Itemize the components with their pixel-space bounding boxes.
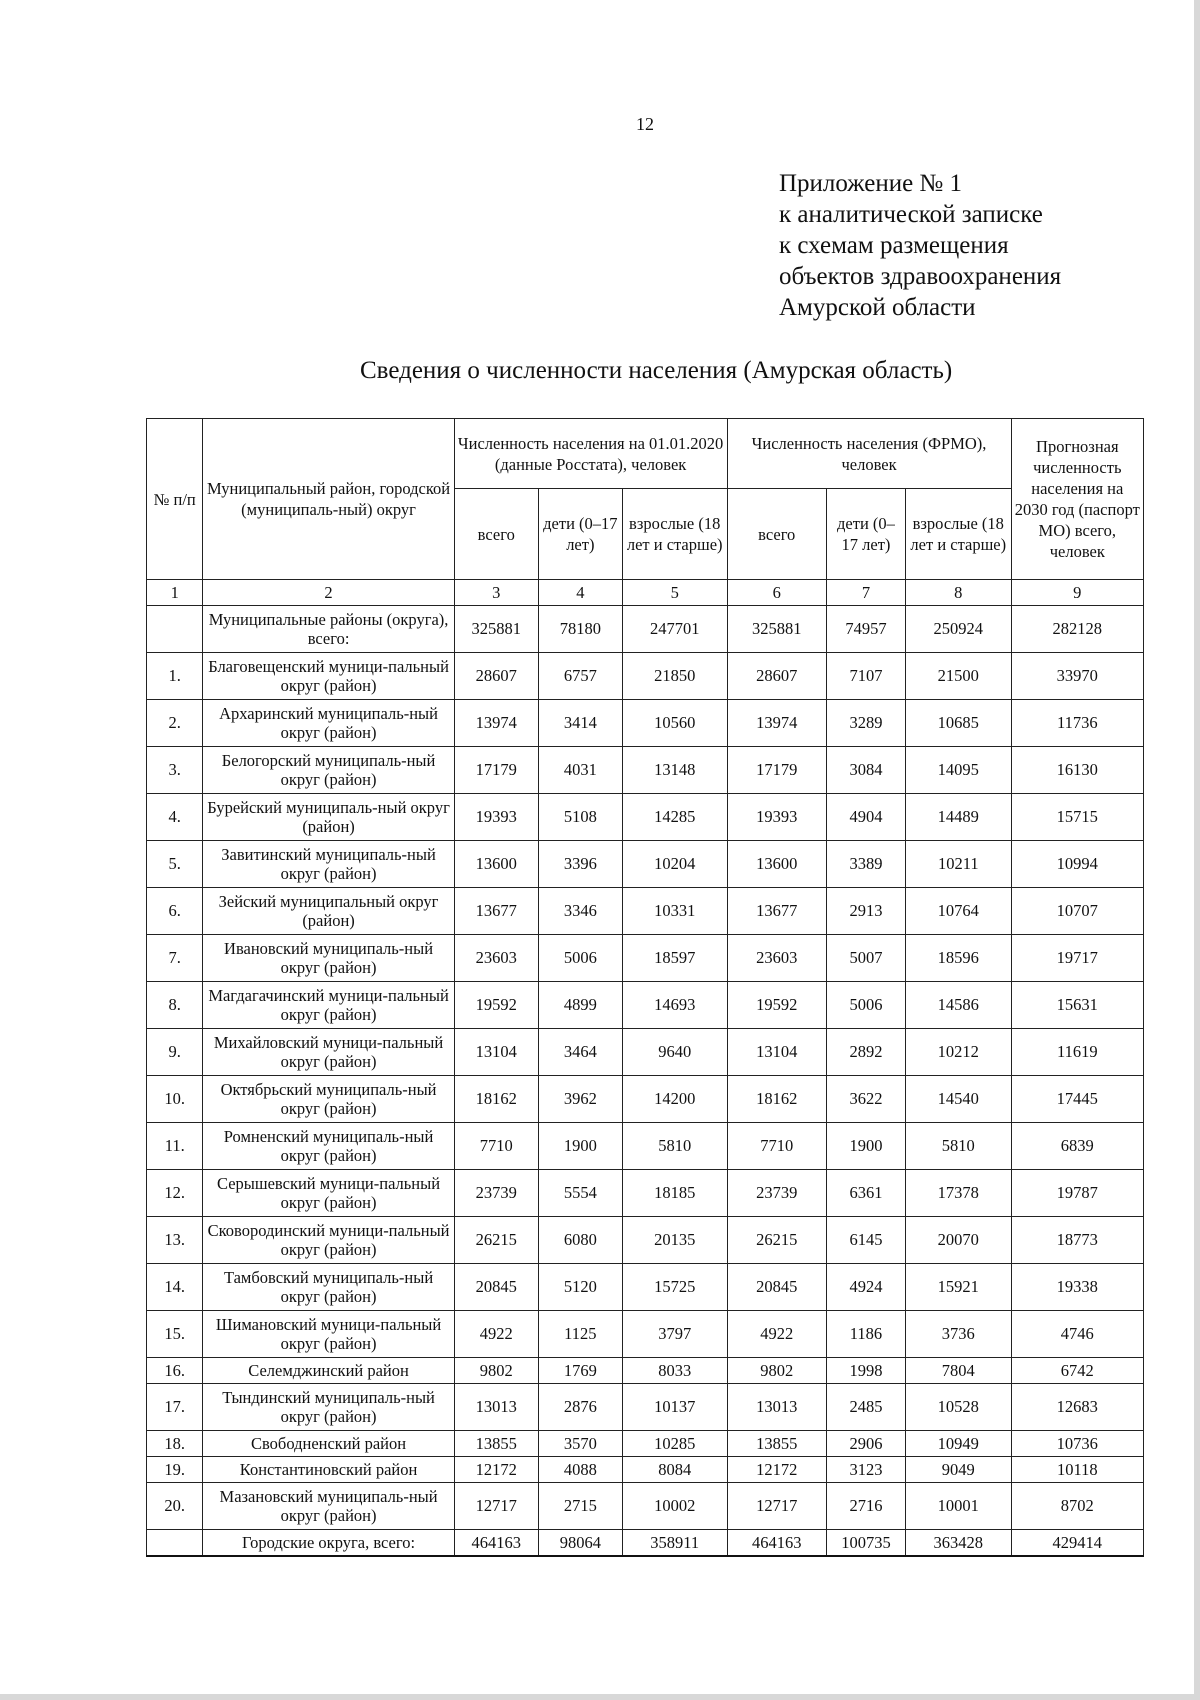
row-number: 19.	[147, 1457, 203, 1483]
table-cell: 18597	[622, 935, 727, 982]
table-cell: 14693	[622, 982, 727, 1029]
row-number: 1.	[147, 653, 203, 700]
table-cell: 100735	[826, 1530, 905, 1557]
district-name: Октябрьский муниципаль-ный округ (район)	[203, 1076, 454, 1123]
table-cell: 20070	[905, 1217, 1011, 1264]
table-cell: 325881	[727, 606, 826, 653]
district-name: Ромненский муниципаль-ный округ (район)	[203, 1123, 454, 1170]
table-cell: 10212	[905, 1029, 1011, 1076]
table-cell: 3123	[826, 1457, 905, 1483]
row-number: 17.	[147, 1384, 203, 1431]
table-cell: 12717	[727, 1483, 826, 1530]
appendix-note	[779, 168, 1061, 323]
table-cell: 5006	[538, 935, 622, 982]
table-cell: 5007	[826, 935, 905, 982]
population-table	[146, 418, 1144, 1557]
row-number: 10.	[147, 1076, 203, 1123]
table-cell: 10736	[1011, 1431, 1143, 1457]
table-cell: 74957	[826, 606, 905, 653]
table-cell: 98064	[538, 1530, 622, 1557]
table-cell: 9640	[622, 1029, 727, 1076]
document-title: Сведения о численности населения (Амурская область)	[360, 357, 953, 384]
column-number: 5	[622, 580, 727, 606]
table-cell: 2715	[538, 1483, 622, 1530]
table-cell: 16130	[1011, 747, 1143, 794]
table-cell: 10204	[622, 841, 727, 888]
table-cell: 10001	[905, 1483, 1011, 1530]
table-cell: 429414	[1011, 1530, 1143, 1557]
column-number-row	[147, 580, 1144, 606]
header-total: всего	[727, 489, 826, 580]
table-cell: 3414	[538, 700, 622, 747]
district-name: Тамбовский муниципаль-ный округ (район)	[203, 1264, 454, 1311]
table-cell: 19338	[1011, 1264, 1143, 1311]
table-cell: 33970	[1011, 653, 1143, 700]
table-cell: 10211	[905, 841, 1011, 888]
table-cell: 8084	[622, 1457, 727, 1483]
table-cell: 282128	[1011, 606, 1143, 653]
column-number: 4	[538, 580, 622, 606]
row-number: 8.	[147, 982, 203, 1029]
table-cell: 4922	[727, 1311, 826, 1358]
table-cell: 4088	[538, 1457, 622, 1483]
district-name: Константиновский район	[203, 1457, 454, 1483]
table-cell: 5554	[538, 1170, 622, 1217]
table-cell: 3396	[538, 841, 622, 888]
table-row	[147, 1123, 1144, 1170]
district-name: Мазановский муниципаль-ный округ (район)	[203, 1483, 454, 1530]
column-number: 1	[147, 580, 203, 606]
table-cell: 20135	[622, 1217, 727, 1264]
table-cell: 5810	[622, 1123, 727, 1170]
table-cell: 14095	[905, 747, 1011, 794]
district-name: Бурейский муниципаль-ный округ (район)	[203, 794, 454, 841]
table-cell: 6757	[538, 653, 622, 700]
table-row	[147, 841, 1144, 888]
row-number: 5.	[147, 841, 203, 888]
table-cell: 13600	[727, 841, 826, 888]
table-cell: 13974	[454, 700, 538, 747]
table-cell: 2716	[826, 1483, 905, 1530]
table-cell: 18162	[454, 1076, 538, 1123]
table-cell: 14285	[622, 794, 727, 841]
column-number: 2	[203, 580, 454, 606]
header-adults: взрослые (18 лет и старше)	[622, 489, 727, 580]
table-cell: 6361	[826, 1170, 905, 1217]
table-cell: 14586	[905, 982, 1011, 1029]
table-cell: 13974	[727, 700, 826, 747]
table-cell: 1125	[538, 1311, 622, 1358]
table-cell: 17445	[1011, 1076, 1143, 1123]
row-number	[147, 1530, 203, 1557]
table-cell: 6145	[826, 1217, 905, 1264]
table-cell: 9049	[905, 1457, 1011, 1483]
header-adults: взрослые (18 лет и старше)	[905, 489, 1011, 580]
row-number: 18.	[147, 1431, 203, 1457]
district-name: Михайловский муници-пальный округ (район)	[203, 1029, 454, 1076]
table-cell: 3289	[826, 700, 905, 747]
header-district: Муниципальный район, городской (муниципаль-ный) округ	[203, 419, 454, 580]
table-cell: 2485	[826, 1384, 905, 1431]
appendix-line: Амурской области	[779, 294, 976, 321]
row-number: 15.	[147, 1311, 203, 1358]
district-name: Сковородинский муници-пальный округ (район)	[203, 1217, 454, 1264]
table-row	[147, 1483, 1144, 1530]
table-cell: 7804	[905, 1358, 1011, 1384]
table-cell: 7710	[727, 1123, 826, 1170]
district-name: Зейский муниципальный округ (район)	[203, 888, 454, 935]
table-cell: 14489	[905, 794, 1011, 841]
table-cell: 28607	[454, 653, 538, 700]
table-cell: 21500	[905, 653, 1011, 700]
table-cell: 2876	[538, 1384, 622, 1431]
table-cell: 4924	[826, 1264, 905, 1311]
table-cell: 358911	[622, 1530, 727, 1557]
district-name: Завитинский муниципаль-ный округ (район)	[203, 841, 454, 888]
row-number: 16.	[147, 1358, 203, 1384]
row-number: 20.	[147, 1483, 203, 1530]
header-forecast: Прогнозная численность населения на 2030 год (паспорт МО) всего, человек	[1011, 419, 1143, 580]
header-children: дети (0–17 лет)	[538, 489, 622, 580]
table-cell: 13013	[454, 1384, 538, 1431]
page-number: 12	[636, 114, 654, 134]
table-cell: 10685	[905, 700, 1011, 747]
table-cell: 3962	[538, 1076, 622, 1123]
table-body	[147, 580, 1144, 1557]
district-name: Архаринский муниципаль-ный округ (район)	[203, 700, 454, 747]
row-number: 3.	[147, 747, 203, 794]
table-row	[147, 1384, 1144, 1431]
table-cell: 464163	[727, 1530, 826, 1557]
table-cell: 21850	[622, 653, 727, 700]
table-cell: 11736	[1011, 700, 1143, 747]
table-cell: 9802	[454, 1358, 538, 1384]
table-cell: 9802	[727, 1358, 826, 1384]
table-cell: 247701	[622, 606, 727, 653]
column-number: 9	[1011, 580, 1143, 606]
table-cell: 8702	[1011, 1483, 1143, 1530]
table-cell: 6742	[1011, 1358, 1143, 1384]
row-number: 7.	[147, 935, 203, 982]
page-edge	[1194, 0, 1200, 1700]
row-number: 11.	[147, 1123, 203, 1170]
table-cell: 11619	[1011, 1029, 1143, 1076]
column-number: 8	[905, 580, 1011, 606]
table-cell: 15725	[622, 1264, 727, 1311]
table-cell: 10949	[905, 1431, 1011, 1457]
district-name: Шимановский муници-пальный округ (район)	[203, 1311, 454, 1358]
table-cell: 19393	[727, 794, 826, 841]
table-cell: 20845	[727, 1264, 826, 1311]
table-row	[147, 1170, 1144, 1217]
table-cell: 18596	[905, 935, 1011, 982]
table-cell: 17378	[905, 1170, 1011, 1217]
table-cell: 26215	[727, 1217, 826, 1264]
table-row	[147, 1358, 1144, 1384]
table-cell: 10118	[1011, 1457, 1143, 1483]
table-row	[147, 935, 1144, 982]
header-total: всего	[454, 489, 538, 580]
table-cell: 1900	[826, 1123, 905, 1170]
table-cell: 12172	[454, 1457, 538, 1483]
table-cell: 13855	[727, 1431, 826, 1457]
table-cell: 13600	[454, 841, 538, 888]
table-cell: 325881	[454, 606, 538, 653]
header-rosstat-group: Численность населения на 01.01.2020 (данные Росстата), человек	[454, 419, 727, 489]
table-cell: 3736	[905, 1311, 1011, 1358]
table-cell: 464163	[454, 1530, 538, 1557]
table-cell: 23739	[454, 1170, 538, 1217]
table-cell: 3389	[826, 841, 905, 888]
table-cell: 6080	[538, 1217, 622, 1264]
table-cell: 15631	[1011, 982, 1143, 1029]
table-cell: 19717	[1011, 935, 1143, 982]
district-name: Свободненский район	[203, 1431, 454, 1457]
table-cell: 2906	[826, 1431, 905, 1457]
table-cell: 12717	[454, 1483, 538, 1530]
table-cell: 3084	[826, 747, 905, 794]
table-cell: 18773	[1011, 1217, 1143, 1264]
table-cell: 10331	[622, 888, 727, 935]
table-cell: 15715	[1011, 794, 1143, 841]
district-name: Тындинский муниципаль-ный округ (район)	[203, 1384, 454, 1431]
district-name: Благовещенский муници-пальный округ (район)	[203, 653, 454, 700]
table-cell: 2913	[826, 888, 905, 935]
table-cell: 13677	[454, 888, 538, 935]
table-cell: 10764	[905, 888, 1011, 935]
city-total-row	[147, 1530, 1144, 1557]
table-cell: 10285	[622, 1431, 727, 1457]
row-number: 4.	[147, 794, 203, 841]
table-row	[147, 1311, 1144, 1358]
table-cell: 13104	[454, 1029, 538, 1076]
district-name: Серышевский муници-пальный округ (район)	[203, 1170, 454, 1217]
table-cell: 1186	[826, 1311, 905, 1358]
table-cell: 23603	[727, 935, 826, 982]
row-number: 6.	[147, 888, 203, 935]
table-cell: 28607	[727, 653, 826, 700]
table-cell: 23603	[454, 935, 538, 982]
table-cell: 3570	[538, 1431, 622, 1457]
table-cell: 18185	[622, 1170, 727, 1217]
district-name: Ивановский муниципаль-ный округ (район)	[203, 935, 454, 982]
municipal-total-row	[147, 606, 1144, 653]
table-cell: 19787	[1011, 1170, 1143, 1217]
table-cell: 2892	[826, 1029, 905, 1076]
table-cell: 17179	[727, 747, 826, 794]
table-cell: 19393	[454, 794, 538, 841]
table-row	[147, 794, 1144, 841]
municipal-total-label: Муниципальные районы (округа), всего:	[203, 606, 454, 653]
table-cell: 14200	[622, 1076, 727, 1123]
table-cell: 13855	[454, 1431, 538, 1457]
table-cell: 10560	[622, 700, 727, 747]
row-number	[147, 606, 203, 653]
table-cell: 18162	[727, 1076, 826, 1123]
table-row	[147, 1029, 1144, 1076]
table-cell: 5006	[826, 982, 905, 1029]
table-row	[147, 1457, 1144, 1483]
row-number: 9.	[147, 1029, 203, 1076]
table-row	[147, 982, 1144, 1029]
table-cell: 3464	[538, 1029, 622, 1076]
table-row	[147, 1264, 1144, 1311]
table-row	[147, 888, 1144, 935]
table-cell: 10707	[1011, 888, 1143, 935]
appendix-line: к схемам размещения	[779, 232, 1009, 259]
table-cell: 4899	[538, 982, 622, 1029]
table-cell: 3797	[622, 1311, 727, 1358]
column-number: 7	[826, 580, 905, 606]
table-cell: 10137	[622, 1384, 727, 1431]
table-cell: 13148	[622, 747, 727, 794]
table-cell: 13104	[727, 1029, 826, 1076]
header-children: дети (0–17 лет)	[826, 489, 905, 580]
appendix-line: объектов здравоохранения	[779, 263, 1062, 290]
table-cell: 26215	[454, 1217, 538, 1264]
header-frmo-group: Численность населения (ФРМО), человек	[727, 419, 1011, 489]
table-row	[147, 1076, 1144, 1123]
table-cell: 19592	[454, 982, 538, 1029]
table-row	[147, 1217, 1144, 1264]
table-cell: 250924	[905, 606, 1011, 653]
table-cell: 3622	[826, 1076, 905, 1123]
table-cell: 7710	[454, 1123, 538, 1170]
table-cell: 13013	[727, 1384, 826, 1431]
table-cell: 15921	[905, 1264, 1011, 1311]
table-cell: 1769	[538, 1358, 622, 1384]
appendix-line: Приложение № 1	[779, 170, 963, 197]
table-cell: 3346	[538, 888, 622, 935]
column-number: 6	[727, 580, 826, 606]
table-cell: 14540	[905, 1076, 1011, 1123]
column-number: 3	[454, 580, 538, 606]
row-number: 2.	[147, 700, 203, 747]
row-number: 14.	[147, 1264, 203, 1311]
table-cell: 5108	[538, 794, 622, 841]
table-cell: 20845	[454, 1264, 538, 1311]
table-cell: 1998	[826, 1358, 905, 1384]
table-cell: 17179	[454, 747, 538, 794]
table-cell: 6839	[1011, 1123, 1143, 1170]
table-cell: 10528	[905, 1384, 1011, 1431]
table-row	[147, 653, 1144, 700]
table-cell: 12172	[727, 1457, 826, 1483]
district-name: Селемджинский район	[203, 1358, 454, 1384]
appendix-line: к аналитической записке	[779, 201, 1043, 228]
table-cell: 4746	[1011, 1311, 1143, 1358]
table-cell: 12683	[1011, 1384, 1143, 1431]
table-cell: 13677	[727, 888, 826, 935]
table-row	[147, 700, 1144, 747]
table-cell: 7107	[826, 653, 905, 700]
table-cell: 23739	[727, 1170, 826, 1217]
table-cell: 363428	[905, 1530, 1011, 1557]
table-cell: 78180	[538, 606, 622, 653]
table-row	[147, 747, 1144, 794]
table-cell: 10994	[1011, 841, 1143, 888]
header-num: № п/п	[147, 419, 203, 580]
district-name: Магдагачинский муници-пальный округ (район)	[203, 982, 454, 1029]
table-cell: 5810	[905, 1123, 1011, 1170]
table-cell: 19592	[727, 982, 826, 1029]
table-cell: 4904	[826, 794, 905, 841]
row-number: 12.	[147, 1170, 203, 1217]
table-row	[147, 1431, 1144, 1457]
table-cell: 10002	[622, 1483, 727, 1530]
table-cell: 1900	[538, 1123, 622, 1170]
district-name: Белогорский муниципаль-ный округ (район)	[203, 747, 454, 794]
table-cell: 4922	[454, 1311, 538, 1358]
table-cell: 8033	[622, 1358, 727, 1384]
row-number: 13.	[147, 1217, 203, 1264]
page-edge	[0, 1694, 1200, 1700]
table-cell: 5120	[538, 1264, 622, 1311]
table-cell: 4031	[538, 747, 622, 794]
city-total-label: Городские округа, всего:	[203, 1530, 454, 1557]
